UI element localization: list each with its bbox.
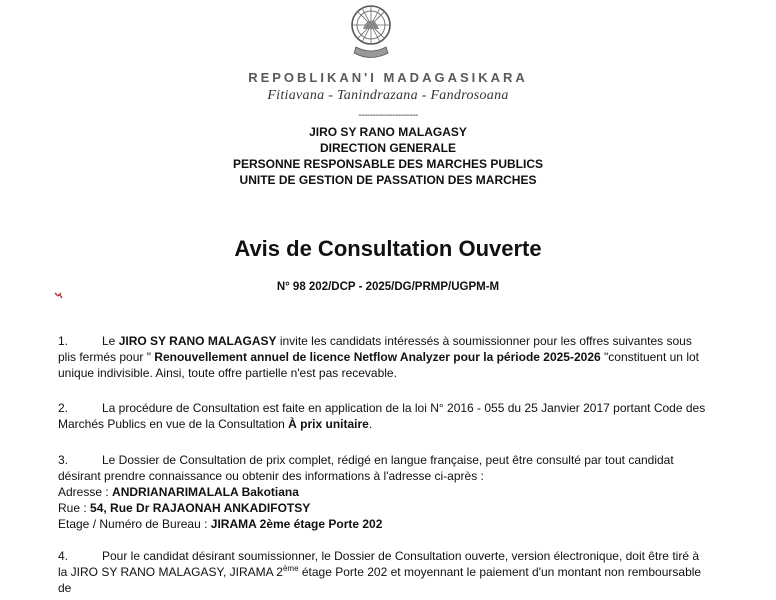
ink-mark-icon	[54, 291, 64, 299]
street-value: 54, Rue Dr RAJAONAH ANKADIFOTSY	[90, 501, 311, 515]
superscript: ème	[282, 564, 299, 573]
office-value: JIRAMA 2ème étage Porte 202	[210, 517, 383, 531]
org-line: JIRO SY RANO MALAGASY	[309, 125, 467, 139]
org-line: PERSONNE RESPONSABLE DES MARCHES PUBLICS	[232, 157, 544, 171]
text: la JIRO SY RANO MALAGASY, JIRAMA 2	[58, 565, 283, 579]
text: Marchés Publics en vue de la Consultation	[58, 417, 289, 431]
paragraph-1	[58, 333, 698, 381]
pricing-type: À prix unitaire	[288, 417, 369, 431]
text: Le	[102, 334, 119, 348]
text: "constituent un lot	[600, 350, 699, 364]
text: .	[368, 417, 373, 431]
text: étage Porte 202 et moyennant le paiement d'un montant non remboursable	[298, 565, 702, 579]
street-label: Rue :	[58, 501, 91, 515]
tender-subject: Renouvellement annuel de licence Netflow Analyzer pour la période 2025-2026	[154, 350, 601, 364]
org-line: DIRECTION GENERALE	[319, 141, 456, 155]
text: plis fermés pour "	[58, 350, 155, 364]
office-label: Etage / Numéro de Bureau :	[58, 517, 211, 531]
page-title: Avis de Consultation Ouverte	[234, 236, 542, 261]
text: La procédure de Consultation est faite en application de la loi N° 2016 - 055 du 25 Janvier 2017 portant Code des	[102, 401, 706, 415]
text: unique indivisible. Ainsi, toute offre partielle n'est pas recevable.	[58, 366, 397, 380]
coat-of-arms-icon	[348, 3, 394, 63]
address-value: ANDRIANARIMALALA Bakotiana	[112, 485, 299, 499]
text: Le Dossier de Consultation de prix complet, rédigé en langue française, peut être consulté par tout candidat	[102, 453, 674, 467]
paragraph-number: 2.	[58, 401, 69, 415]
paragraph-3	[58, 452, 698, 532]
paragraph-number: 4.	[58, 549, 69, 563]
text: désirant prendre connaissance ou obtenir des informations à l'adresse ci-après :	[58, 469, 484, 483]
text: de	[58, 581, 72, 595]
national-motto: Fitiavana - Tanindrazana - Fandrosoana	[267, 88, 509, 103]
paragraph-2	[58, 400, 706, 432]
text: Pour le candidat désirant soumissionner, le Dossier de Consultation ouverte, version électronique, doit être tiré à	[102, 549, 699, 563]
paragraph-4	[58, 548, 702, 596]
paragraph-number: 1.	[58, 334, 69, 348]
org-line: UNITE DE GESTION DE PASSATION DES MARCHES	[239, 173, 537, 187]
organization-name: JIRO SY RANO MALAGASY	[118, 334, 277, 348]
text: invite les candidats intéressés à soumissionner pour les offres suivantes sous	[276, 334, 692, 348]
address-label: Adresse :	[58, 485, 113, 499]
reference-number: N° 98 202/DCP - 2025/DG/PRMP/UGPM-M	[276, 281, 500, 293]
republic-name: REPOBLIKAN'I MADAGASIKARA	[248, 70, 528, 85]
paragraph-number: 3.	[58, 453, 69, 467]
header-separator: ---------------------	[358, 110, 418, 121]
organization-block	[0, 124, 776, 188]
